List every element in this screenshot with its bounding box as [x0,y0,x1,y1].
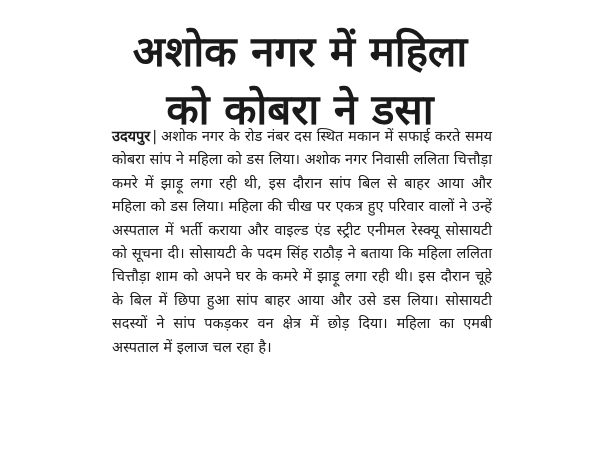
article-body [112,126,492,360]
headline-line-2: को कोबरा ने डसा [166,85,434,134]
article-paragraph [112,126,492,360]
article-text: अशोक नगर के रोड नंबर दस स्थित मकान में सफाई करते समय कोबरा सांप ने महिला को डस लिया। अशोक नगर निवासी ललिता चित्तौड़ा कमरे में झाड़ू लगा रही थी, इस दौरान सांप बिल से बाहर आया और महिला को डस लिया। महिला की चीख पर एकत्र हुए परिवार वालों ने उन्हें अस्पताल में भर्ती कराया और वाइल्ड एंड स्ट्रीट एनीमल रेस्क्यू सोसायटी को सूचना दी। सोसायटी के पदम सिंह राठौड़ ने बताया कि महिला ललिता चित्तौड़ा शाम को अपने घर के कमरे में झाड़ू लगा रही थी। इस दौरान चूहे के बिल में छिपा हुआ सांप बाहर आया और उसे डस लिया। सोसायटी सदस्यों ने सांप पकड़कर वन क्षेत्र में छोड़ दिया। महिला का एमबी अस्पताल में इलाज चल रहा है। [112,129,492,356]
headline-line-1: अशोक नगर में महिला [132,27,468,76]
dateline: उदयपुर [112,129,151,145]
dateline-separator: | [152,129,158,145]
